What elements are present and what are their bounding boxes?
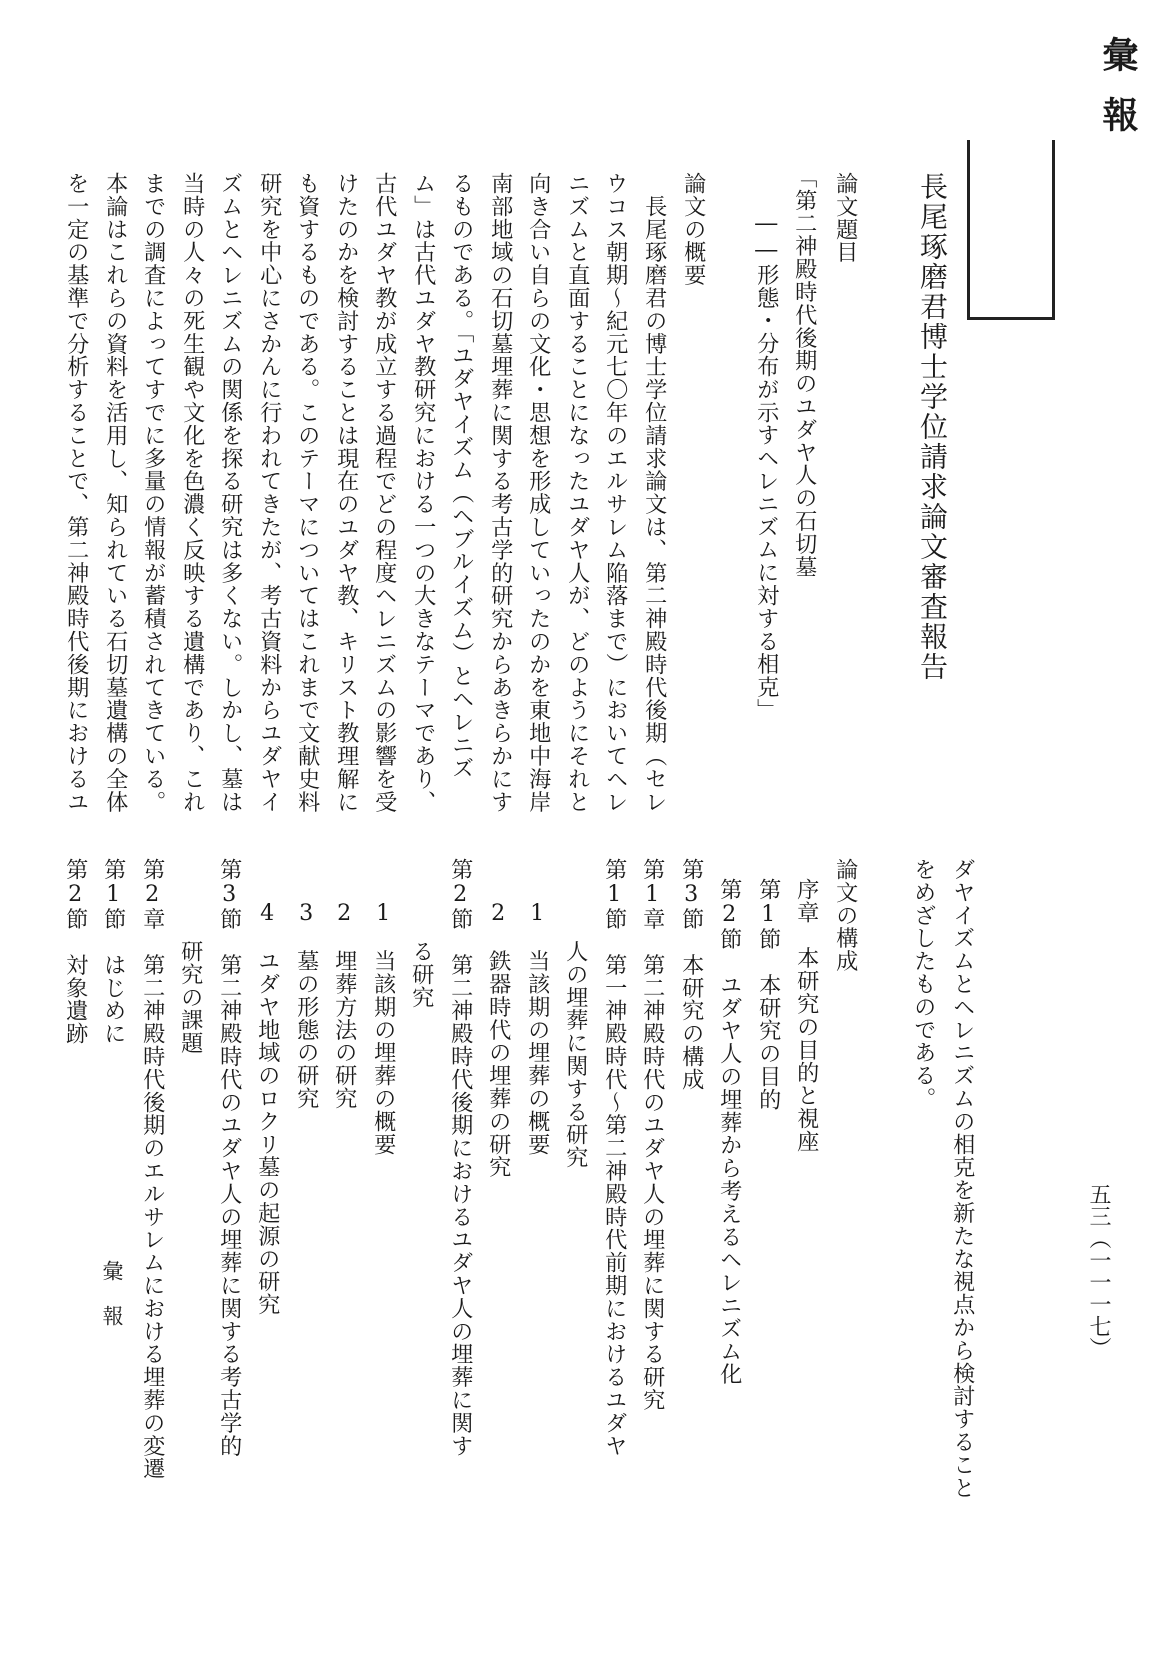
thesis-title-main: 「第二神殿時代後期のユダヤ人の石切墓 xyxy=(791,166,818,579)
summary-line: も資するものである。このテーマについてはこれまで文献史料 xyxy=(294,172,321,814)
thesis-title-label: 論文題目 xyxy=(832,172,859,264)
structure-heading: 論文の構成 xyxy=(832,858,859,973)
summary-line: 研究を中心にさかんに行われてきたが、考古資料からユダヤイ xyxy=(256,172,283,814)
thesis-title-subtitle: ――形態・分布が示すヘレニズムに対する相克」 xyxy=(753,210,780,722)
section-label-box xyxy=(967,140,1055,320)
running-head: 彙報 xyxy=(100,1260,124,1350)
structure-item: 第3節 本研究の構成 xyxy=(678,858,705,1091)
structure-item: 2 鉄器時代の埋葬の研究 xyxy=(485,900,512,1179)
section-label: 彙報 xyxy=(1097,36,1139,156)
structure-item: る研究 xyxy=(408,940,435,1009)
summary-line: までの調査によってすでに多量の情報が蓄積されてきている。 xyxy=(140,172,167,814)
summary-line: 当時の人々の死生観や文化を色濃く反映する遺構であり、これ xyxy=(179,172,206,814)
structure-item: 3 墓の形態の研究 xyxy=(293,900,320,1110)
summary-continuation-line: をめざしたものである。 xyxy=(910,858,937,1110)
structure-item: 序章 本研究の目的と視座 xyxy=(793,878,820,1153)
summary-heading: 論文の概要 xyxy=(680,172,707,287)
summary-line: ム」は古代ユダヤ教研究における一つの大きなテーマであり、 xyxy=(410,172,437,814)
summary-line: 長尾琢磨君の博士学位請求論文は、第二神殿時代後期（セレ xyxy=(641,172,668,814)
summary-line: 本論はこれらの資料を活用し、知られている石切墓遺構の全体 xyxy=(102,172,129,814)
structure-item: 人の埋葬に関する研究 xyxy=(562,940,589,1169)
structure-item: 2 埋葬方法の研究 xyxy=(331,900,358,1110)
structure-item: 4 ユダヤ地域のロクリ墓の起源の研究 xyxy=(254,900,281,1316)
structure-item: 第1節 本研究の目的 xyxy=(755,878,782,1111)
page-title: 長尾琢磨君博士学位請求論文審査報告 xyxy=(916,172,949,682)
structure-item: 第2節 第二神殿時代後期におけるユダヤ人の埋葬に関す xyxy=(447,858,474,1458)
page-number: 五三（一一一七） xyxy=(1086,1183,1111,1359)
summary-line: 南部地域の石切墓埋葬に関する考古学的研究からあきらかにす xyxy=(487,172,514,814)
summary-line: を一定の基準で分析することで、第二神殿時代後期におけるユ xyxy=(63,172,90,814)
structure-item: 第1章 第二神殿時代のユダヤ人の埋葬に関する研究 xyxy=(639,858,666,1412)
structure-item: 第2章 第二神殿時代後期のエルサレムにおける埋葬の変遷 xyxy=(139,858,166,1481)
structure-item: 1 当該期の埋葬の概要 xyxy=(524,900,551,1156)
structure-item: 第3節 第二神殿時代のユダヤ人の埋葬に関する考古学的 xyxy=(216,858,243,1458)
structure-item: 第2節 対象遺跡 xyxy=(62,858,89,1045)
summary-line: るものである。「ユダヤイズム（ヘブルイズム）とヘレニズ xyxy=(448,172,475,780)
summary-line: ズムとヘレニズムの関係を探る研究は多くない。しかし、墓は xyxy=(217,172,244,814)
summary-line: 古代ユダヤ教が成立する過程でどの程度ヘレニズムの影響を受 xyxy=(371,172,398,814)
summary-continuation-line: ダヤイズムとヘレニズムの相克を新たな視点から検討すること xyxy=(949,858,976,1500)
structure-item: 第1節 第一神殿時代～第二神殿時代前期におけるユダヤ xyxy=(601,858,628,1458)
structure-item: 研究の課題 xyxy=(177,940,204,1055)
summary-line: けたのかを検討することは現在のユダヤ教、キリスト教理解に xyxy=(333,172,360,814)
summary-line: ウコス朝期～紀元七〇年のエルサレム陥落まで）においてヘレ xyxy=(602,172,629,814)
structure-item: 1 当該期の埋葬の概要 xyxy=(370,900,397,1156)
summary-line: ニズムと直面することになったユダヤ人が、どのようにそれと xyxy=(564,172,591,814)
structure-item: 第1節 はじめに xyxy=(100,858,127,1045)
summary-line: 向き合い自らの文化・思想を形成していったのかを東地中海岸 xyxy=(525,172,552,814)
structure-item: 第2節 ユダヤ人の埋葬から考えるヘレニズム化 xyxy=(716,878,743,1386)
